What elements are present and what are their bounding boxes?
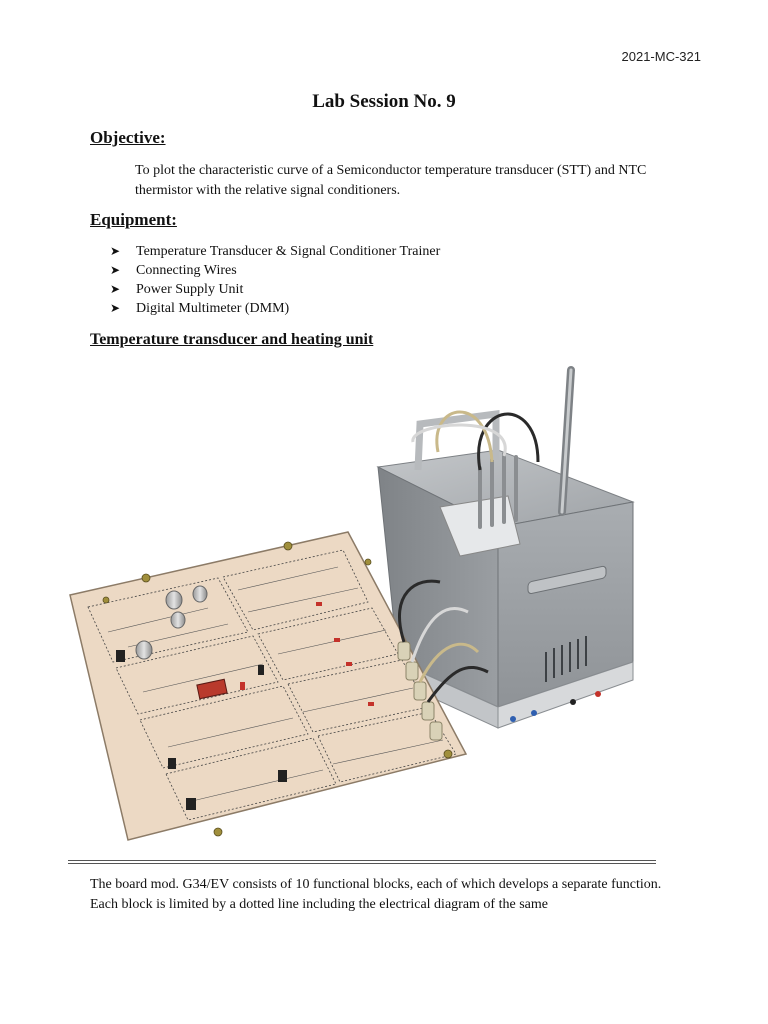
arrow-bullet-icon: ➤ xyxy=(110,301,121,315)
figure-divider-bottom xyxy=(68,863,656,864)
equipment-item-text: Connecting Wires xyxy=(136,263,237,278)
equipment-item-text: Power Supply Unit xyxy=(136,282,244,297)
equipment-item xyxy=(110,280,440,299)
section-heading: Temperature transducer and heating unit xyxy=(90,331,374,348)
objective-heading: Objective: xyxy=(90,128,166,147)
figure-divider-top xyxy=(68,860,656,861)
body-paragraph: The board mod. G34/EV consists of 10 functional blocks, each of which develops a separate function. Each block is limited by a dotted line including the electrical diagram of the same xyxy=(90,877,662,912)
document-id: 2021-MC-321 xyxy=(621,49,701,64)
equipment-photo xyxy=(68,362,656,858)
panel-blue-terminal xyxy=(531,710,537,716)
arrow-bullet-icon: ➤ xyxy=(110,282,121,296)
equipment-item xyxy=(110,299,440,318)
arrow-bullet-icon: ➤ xyxy=(110,244,121,258)
page-title: Lab Session No. 9 xyxy=(312,91,456,112)
equipment-item xyxy=(110,242,440,261)
equipment-item-text: Digital Multimeter (DMM) xyxy=(136,301,290,316)
panel-red-terminal xyxy=(595,691,601,697)
equipment-item-text: Temperature Transducer & Signal Conditioner Trainer xyxy=(136,244,441,259)
trainer-illustration xyxy=(68,362,656,858)
objective-text: To plot the characteristic curve of a Semiconductor temperature transducer (STT) and NTC thermistor with the relative signal conditioners. xyxy=(135,163,647,198)
equipment-item xyxy=(110,261,440,280)
equipment-heading: Equipment: xyxy=(90,210,177,229)
arrow-bullet-icon: ➤ xyxy=(110,263,121,277)
panel-black-terminal xyxy=(570,699,576,705)
equipment-list xyxy=(110,242,440,318)
panel-blue-terminal xyxy=(510,716,516,722)
